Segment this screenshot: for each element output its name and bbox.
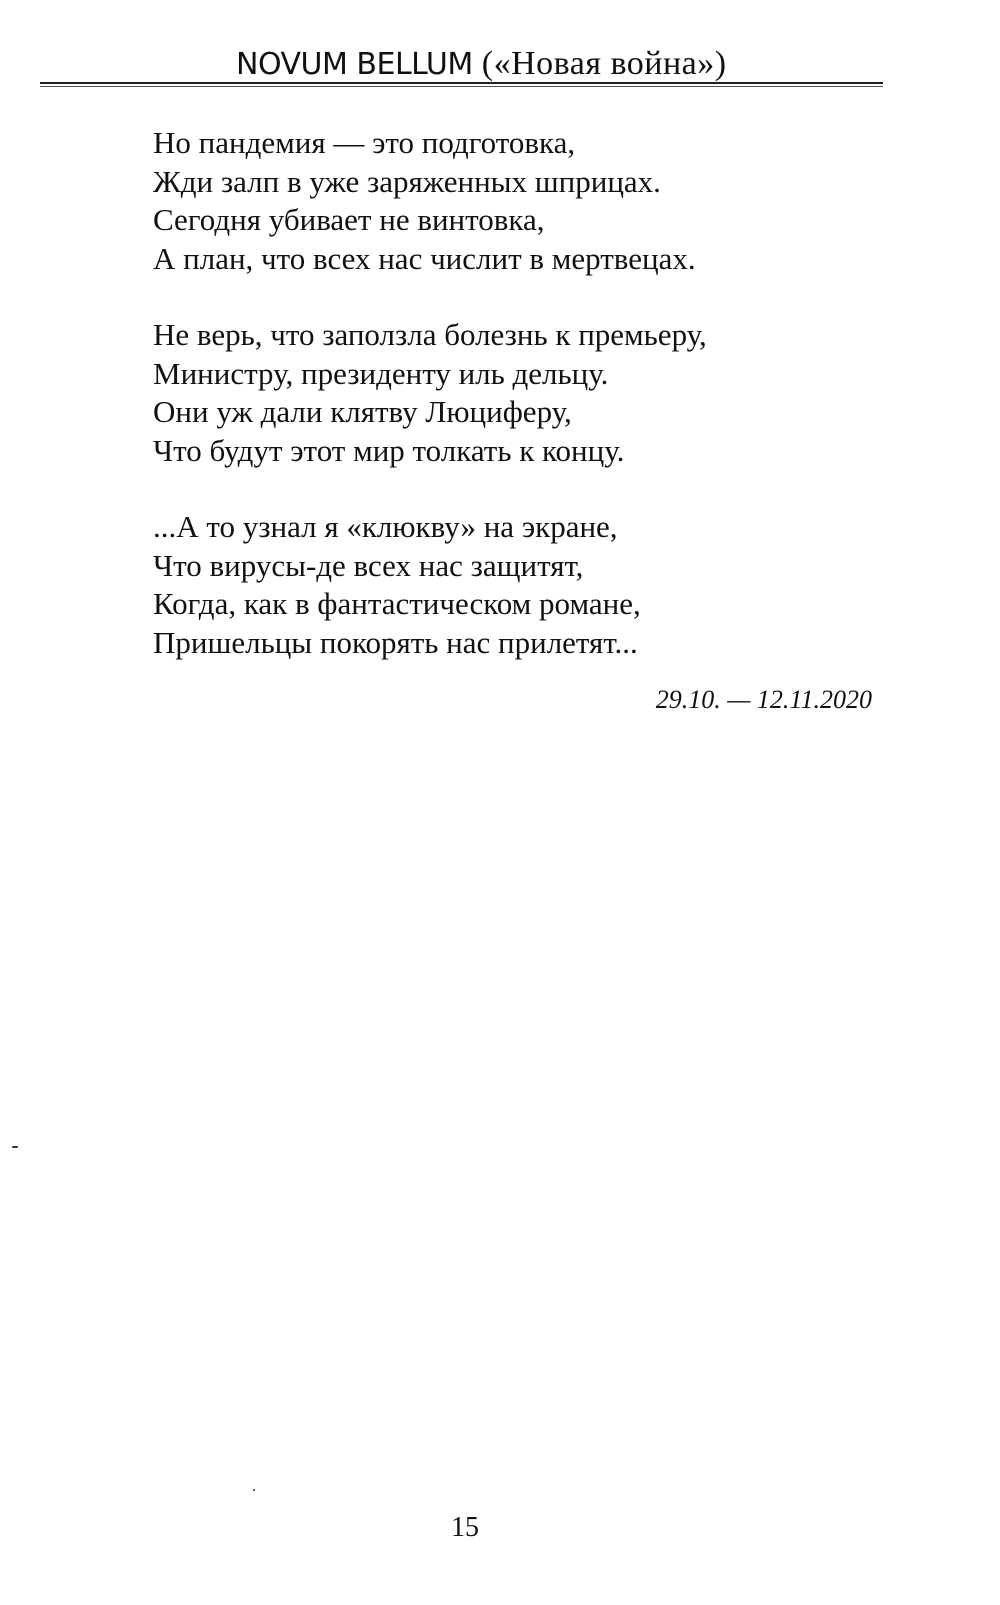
poem-line: Пришельцы покорять нас прилетят... <box>153 624 638 660</box>
stanza-3 <box>153 508 873 662</box>
running-header <box>236 44 727 85</box>
poem-line: Не верь, что заползла болезнь к премьеру, <box>153 317 707 352</box>
header-rule <box>40 82 883 84</box>
poem-line: Что будут этот мир толкать к концу. <box>153 432 625 468</box>
poem-body <box>153 124 873 700</box>
poem-line: ...А то узнал я «клюкву» на экране, <box>153 509 618 544</box>
poem-line: Когда, как в фантастическом романе, <box>153 586 641 621</box>
header-title-latin: NOVUM BELLUM <box>236 47 473 82</box>
header-title-translation: («Новая война») <box>481 45 727 82</box>
poem-line: Министру, президенту иль дельцу. <box>153 355 609 391</box>
header-rule-thin <box>40 86 883 87</box>
poem-date: 29.10. — 12.11.2020 <box>655 685 872 714</box>
poem-line: Что вирусы-де всех нас защитят, <box>153 547 584 583</box>
poem-line: А план, что всех нас числит в мертвецах. <box>153 240 696 276</box>
stanza-2 <box>153 316 873 470</box>
page-number: 15 <box>451 1512 479 1543</box>
poem-line: Жди залп в уже заряженных шприцах. <box>153 163 661 199</box>
scan-speck <box>12 1146 18 1148</box>
poem-line: Сегодня убивает не винтовка, <box>153 202 545 237</box>
stanza-1 <box>153 124 873 278</box>
poem-line: Они уж дали клятву Люциферу, <box>153 394 572 429</box>
poem-line: Но пандемия — это подготовка, <box>153 125 576 160</box>
scan-speck <box>253 1489 255 1491</box>
